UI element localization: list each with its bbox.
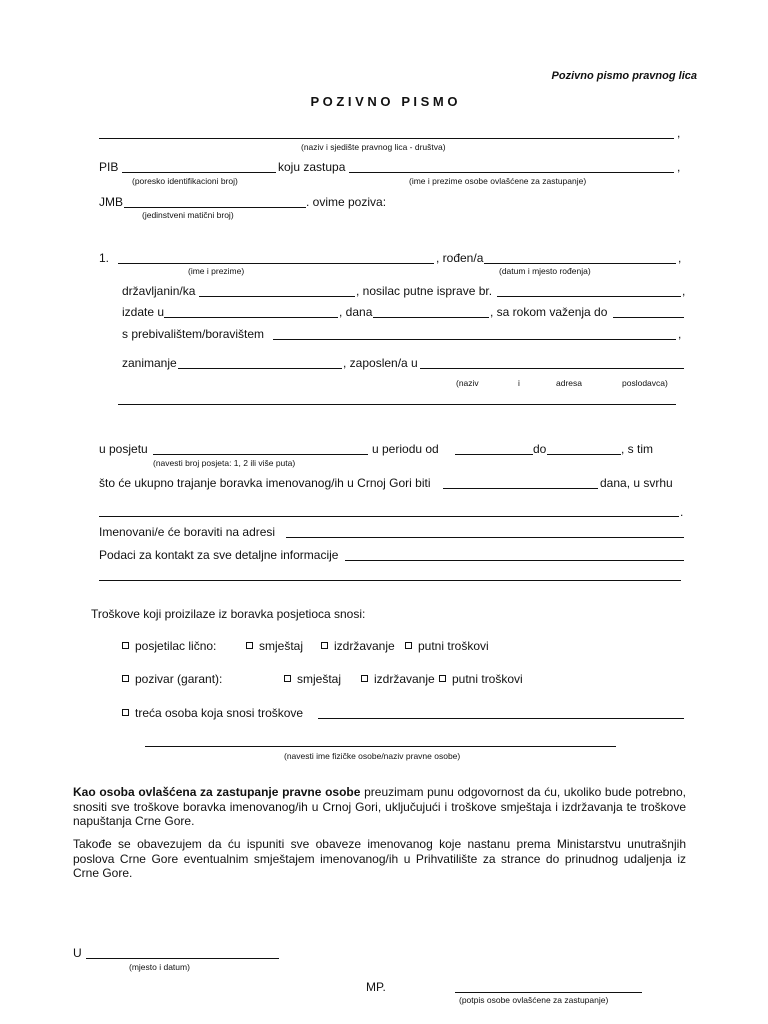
employer-field[interactable] <box>420 368 684 369</box>
period-to-field[interactable] <box>547 454 621 455</box>
visitor-checkbox[interactable] <box>122 642 129 649</box>
with-label: , s tim <box>621 442 653 456</box>
declaration-paragraph-1 <box>73 785 686 829</box>
residence-field[interactable] <box>273 339 676 340</box>
period-from-field[interactable] <box>455 454 533 455</box>
jmb-label: JMB <box>99 195 123 209</box>
issued-label: izdate u <box>122 305 165 319</box>
third-party-hint: (navesti ime fizičke osobe/naziv pravne osobe) <box>284 751 461 761</box>
signature-field[interactable] <box>455 992 642 993</box>
cost-visitor-row <box>122 639 216 653</box>
occupation-label: zanimanje <box>122 356 177 370</box>
day-label: , dana <box>339 305 373 319</box>
place-date-field[interactable] <box>86 958 279 959</box>
person-name-field[interactable] <box>118 263 434 264</box>
third-party-label: treća osoba koja snosi troškove <box>135 706 304 720</box>
inviter-travel-checkbox[interactable] <box>439 675 446 682</box>
company-name-hint: (naziv i sjedište pravnog lica - društva) <box>301 142 446 152</box>
person-number: 1. <box>99 251 110 265</box>
seal-label: MP. <box>366 980 386 994</box>
contact-field[interactable] <box>345 560 684 561</box>
to-label: do <box>533 442 547 456</box>
purpose-field[interactable] <box>99 516 679 517</box>
birth-hint: (datum i mjesto rođenja) <box>499 266 591 276</box>
signature-hint: (potpis osobe ovlašćene za zastupanje) <box>459 995 609 1005</box>
jmb-hint: (jedinstveni matični broj) <box>142 210 234 220</box>
visitor-travel-checkbox[interactable] <box>405 642 412 649</box>
employer-address-field[interactable] <box>118 404 676 405</box>
inviter-accommodation-checkbox[interactable] <box>284 675 291 682</box>
cost-third-row <box>122 706 303 720</box>
issue-date-field[interactable] <box>373 317 489 318</box>
inviter-travel-label: putni troškovi <box>452 672 523 686</box>
residence-label: s prebivalištem/boravištem <box>122 327 265 341</box>
visitor-travel-label: putni troškovi <box>418 639 489 653</box>
inviter-checkbox[interactable] <box>122 675 129 682</box>
inviter-maintenance-checkbox[interactable] <box>361 675 368 682</box>
page-title: P O Z I V N O P I S M O <box>310 94 458 109</box>
inviter-label: pozivar (garant): <box>135 672 223 686</box>
issued-place-field[interactable] <box>164 317 338 318</box>
visitor-accommodation-checkbox[interactable] <box>246 642 253 649</box>
jmb-field[interactable] <box>124 207 306 208</box>
period-label: u periodu od <box>372 442 439 456</box>
employer-hint-2: i <box>518 378 520 388</box>
employer-hint-1: (naziv <box>456 378 479 388</box>
duration-label: što će ukupno trajanje boravka imenovanog/ih u Crnoj Gori biti <box>99 476 431 490</box>
days-purpose-label: dana, u svrhu <box>600 476 673 490</box>
employer-hint-3: adresa <box>556 378 582 388</box>
invites-text: . ovime poziva: <box>306 195 387 209</box>
address-field[interactable] <box>286 537 684 538</box>
costs-intro: Troškove koji proizilaze iz boravka posjetioca snosi: <box>91 607 366 621</box>
passport-number-field[interactable] <box>497 296 681 297</box>
citizen-label: državljanin/ka <box>122 284 196 298</box>
inviter-maintenance-label: izdržavanje <box>374 672 435 686</box>
visit-count-hint: (navesti broj posjeta: 1, 2 ili više puta) <box>153 458 296 468</box>
inviter-accommodation-label: smještaj <box>297 672 342 686</box>
passport-label: , nosilac putne isprave br. <box>356 284 493 298</box>
born-label: , rođen/a <box>436 251 484 265</box>
place-label: U <box>73 946 82 960</box>
pib-field[interactable] <box>122 172 276 173</box>
valid-until-field[interactable] <box>613 317 684 318</box>
cost-inviter-row <box>122 672 222 686</box>
person-name-hint: (ime i prezime) <box>188 266 245 276</box>
contact-label: Podaci za kontakt za sve detaljne informacije <box>99 548 339 562</box>
visitor-maintenance-checkbox[interactable] <box>321 642 328 649</box>
declaration-bold: Kao osoba ovlašćena za zastupanje pravne osobe <box>73 785 361 799</box>
occupation-field[interactable] <box>178 368 342 369</box>
declaration-text-1: preuzimam punu odgovornost da ću, ukoliko bude potrebno, snositi sve troškove boravka imenovanog/ih u Crnoj Gori, uključujući i troškove smještaja i izdržavanja te troškove napuštanja Crne Gore. <box>73 785 686 828</box>
pib-hint: (poresko identifikacioni broj) <box>132 176 238 186</box>
employed-label: , zaposlen/a u <box>343 356 418 370</box>
third-party-field[interactable] <box>318 718 684 719</box>
declaration-paragraph-2: Takođe se obavezujem da ću ispuniti sve obaveze imenovanog koje nastanu prema Ministarstvu unutrašnjih poslova Crne Gore eventualnim smještajem imenovanog/ih u Prihvatilište za strance do prinudnog udaljenja iz Crne Gore. <box>73 837 686 880</box>
company-name-field[interactable] <box>99 138 674 139</box>
address-label: Imenovani/e će boraviti na adresi <box>99 525 276 539</box>
contact-field-extra[interactable] <box>99 580 681 581</box>
citizenship-field[interactable] <box>199 296 355 297</box>
visitor-label: posjetilac lično: <box>135 639 217 653</box>
third-party-checkbox[interactable] <box>122 709 129 716</box>
representative-hint: (ime i prezime osobe ovlašćene za zastupanje) <box>409 176 587 186</box>
birth-field[interactable] <box>484 263 676 264</box>
visitor-maintenance-label: izdržavanje <box>334 639 395 653</box>
representative-field[interactable] <box>349 172 674 173</box>
third-party-name-field[interactable] <box>145 746 616 747</box>
place-date-hint: (mjesto i datum) <box>129 962 190 972</box>
pib-label: PIB <box>99 160 119 174</box>
represented-by-label: koju zastupa <box>278 160 346 174</box>
document-type-label: Pozivno pismo pravnog lica <box>551 70 697 82</box>
duration-field[interactable] <box>443 488 598 489</box>
employer-hint-4: poslodavca) <box>622 378 668 388</box>
valid-until-label: , sa rokom važenja do <box>490 305 608 319</box>
visitor-accommodation-label: smještaj <box>259 639 304 653</box>
visit-label: u posjetu <box>99 442 148 456</box>
visit-count-field[interactable] <box>153 454 368 455</box>
